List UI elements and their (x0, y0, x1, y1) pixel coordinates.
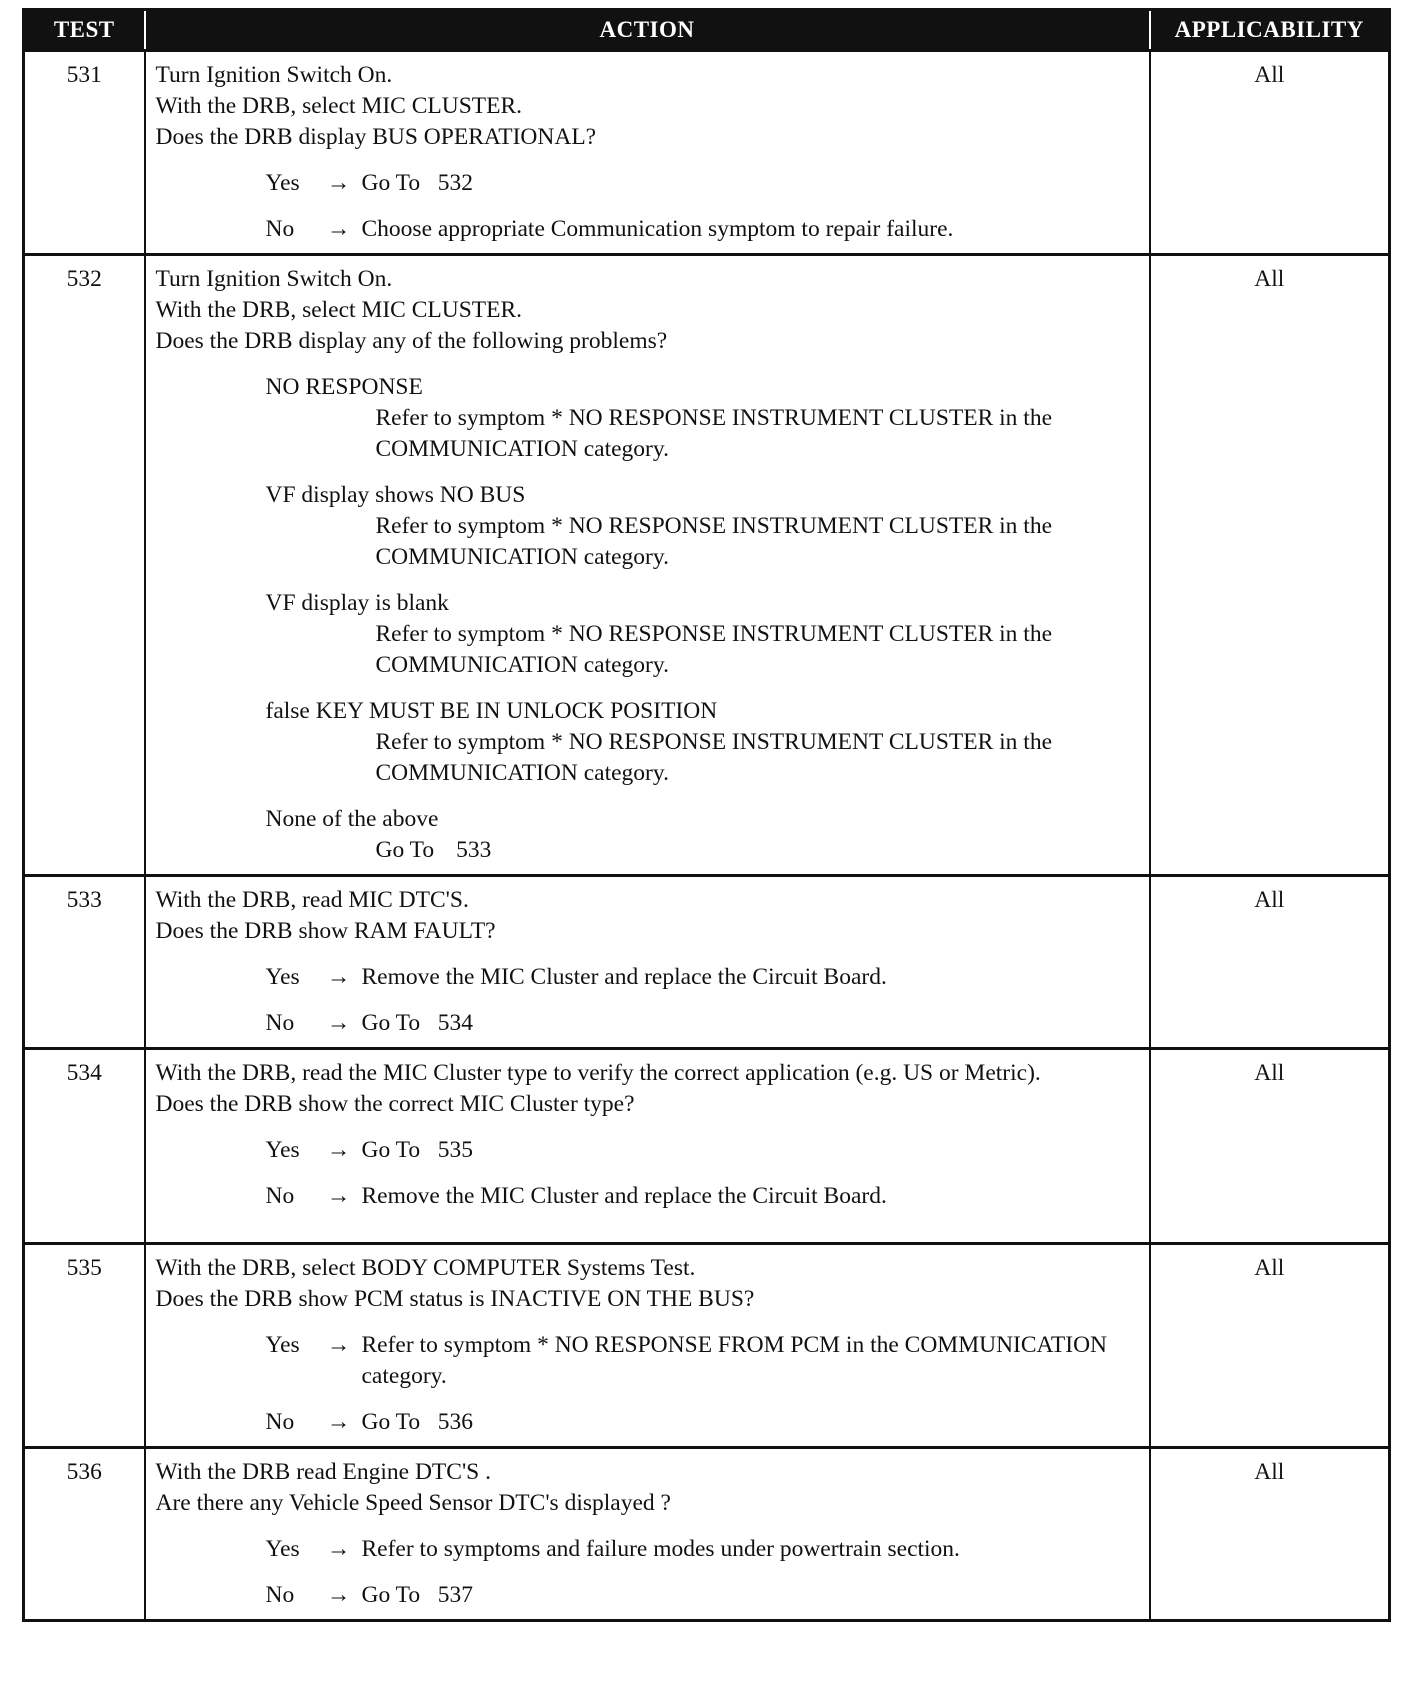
applicability-value: All (1150, 1448, 1390, 1621)
header-applicability: APPLICABILITY (1150, 10, 1390, 51)
yes-label: Yes (265, 170, 300, 196)
applicability-value: All (1150, 1244, 1390, 1448)
test-row-534 (24, 1049, 1390, 1244)
no-branch (266, 1008, 1141, 1039)
action-cell (145, 1244, 1150, 1448)
option-label: NO RESPONSE (265, 374, 423, 400)
yes-label: Yes (265, 964, 300, 990)
option-goto (376, 835, 1141, 866)
no-result: Go To 534 (361, 1010, 474, 1036)
yes-branch (266, 962, 1141, 993)
option-label: false KEY MUST BE IN UNLOCK POSITION (265, 698, 718, 724)
option-response: Refer to symptom * NO RESPONSE INSTRUMENT CLUSTER in the COMMUNICATION category. (375, 621, 1053, 678)
question-line: Does the DRB show the correct MIC Cluster type? (155, 1091, 635, 1117)
no-label: No (265, 1010, 295, 1036)
applicability-value: All (1150, 255, 1390, 876)
yes-result: Remove the MIC Cluster and replace the Circuit Board. (361, 964, 887, 990)
no-label: No (265, 1582, 295, 1608)
question-line: Does the DRB display BUS OPERATIONAL? (155, 124, 597, 150)
right-arrow-icon: → (326, 964, 351, 990)
yes-branch (266, 1135, 1141, 1166)
no-result: Go To 537 (361, 1582, 474, 1608)
no-label: No (265, 1409, 295, 1435)
applicability-value: All (1150, 1049, 1390, 1244)
question-line: Are there any Vehicle Speed Sensor DTC's displayed ? (155, 1490, 671, 1516)
no-result: Remove the MIC Cluster and replace the Circuit Board. (361, 1183, 887, 1209)
no-branch (266, 1407, 1141, 1438)
yes-result: Go To 535 (361, 1137, 474, 1163)
question-line: Does the DRB display any of the following problems? (155, 328, 668, 354)
question-line: Does the DRB show PCM status is INACTIVE ON THE BUS? (155, 1286, 755, 1312)
no-label: No (265, 1183, 295, 1209)
yes-label: Yes (265, 1536, 300, 1562)
action-cell (145, 1049, 1150, 1244)
no-label: No (265, 216, 295, 242)
instruction-line: With the DRB, read the MIC Cluster type to verify the correct application (e.g. US or Metric). (155, 1060, 1041, 1086)
yes-branch (266, 1534, 1141, 1565)
test-row-531 (24, 51, 1390, 255)
test-number: 536 (24, 1448, 145, 1621)
option-label: VF display shows NO BUS (265, 482, 526, 508)
yes-label: Yes (265, 1137, 300, 1163)
right-arrow-icon: → (326, 1582, 351, 1608)
header-action: ACTION (145, 10, 1150, 51)
action-cell (145, 876, 1150, 1049)
option-response: Refer to symptom * NO RESPONSE INSTRUMENT CLUSTER in the COMMUNICATION category. (375, 729, 1053, 786)
goto-label: Go To (375, 837, 435, 863)
no-result: Choose appropriate Communication symptom to repair failure. (361, 216, 954, 242)
instruction-line: With the DRB read Engine DTC'S . (155, 1459, 492, 1485)
yes-label: Yes (265, 1332, 300, 1358)
right-arrow-icon: → (326, 1332, 351, 1358)
problem-option (266, 372, 1141, 465)
test-number: 535 (24, 1244, 145, 1448)
test-number: 532 (24, 255, 145, 876)
instruction-line: With the DRB, select MIC CLUSTER. (155, 93, 523, 119)
action-cell (145, 255, 1150, 876)
test-row-533 (24, 876, 1390, 1049)
header-row (24, 10, 1390, 51)
right-arrow-icon: → (326, 216, 351, 242)
no-branch (266, 214, 1141, 245)
action-cell (145, 51, 1150, 255)
instruction-line: Turn Ignition Switch On. (155, 266, 393, 292)
action-cell (145, 1448, 1150, 1621)
right-arrow-icon: → (326, 170, 351, 196)
test-number: 531 (24, 51, 145, 255)
yes-result: Refer to symptoms and failure modes under powertrain section. (361, 1536, 960, 1562)
no-branch (266, 1580, 1141, 1611)
test-number: 533 (24, 876, 145, 1049)
test-row-532 (24, 255, 1390, 876)
right-arrow-icon: → (326, 1536, 351, 1562)
right-arrow-icon: → (326, 1137, 351, 1163)
yes-branch (266, 168, 1141, 199)
instruction-line: With the DRB, read MIC DTC'S. (155, 887, 469, 913)
no-result: Go To 536 (361, 1409, 474, 1435)
yes-result: Refer to symptom * NO RESPONSE FROM PCM in the COMMUNICATION category. (361, 1332, 1108, 1389)
no-branch (266, 1181, 1141, 1212)
problem-option (266, 696, 1141, 789)
problem-option (266, 804, 1141, 866)
table-header (24, 10, 1390, 51)
option-label: VF display is blank (265, 590, 449, 616)
right-arrow-icon: → (326, 1010, 351, 1036)
instruction-line: With the DRB, select BODY COMPUTER Systems Test. (155, 1255, 696, 1281)
diagnostic-procedure-document (22, 8, 1388, 1622)
header-test: TEST (24, 10, 145, 51)
applicability-value: All (1150, 876, 1390, 1049)
applicability-value: All (1150, 51, 1390, 255)
option-label: None of the above (265, 806, 439, 832)
option-response: Refer to symptom * NO RESPONSE INSTRUMENT CLUSTER in the COMMUNICATION category. (375, 513, 1053, 570)
test-row-535 (24, 1244, 1390, 1448)
yes-branch (266, 1330, 1141, 1392)
question-line: Does the DRB show RAM FAULT? (155, 918, 496, 944)
test-number: 534 (24, 1049, 145, 1244)
right-arrow-icon: → (326, 1183, 351, 1209)
right-arrow-icon: → (326, 1409, 351, 1435)
instruction-line: Turn Ignition Switch On. (155, 62, 393, 88)
problem-option (266, 480, 1141, 573)
yes-result: Go To 532 (361, 170, 474, 196)
instruction-line: With the DRB, select MIC CLUSTER. (155, 297, 523, 323)
goto-number: 533 (456, 837, 492, 863)
test-row-536 (24, 1448, 1390, 1621)
option-response: Refer to symptom * NO RESPONSE INSTRUMENT CLUSTER in the COMMUNICATION category. (375, 405, 1053, 462)
diagnostic-test-table (22, 8, 1391, 1622)
problem-option (266, 588, 1141, 681)
